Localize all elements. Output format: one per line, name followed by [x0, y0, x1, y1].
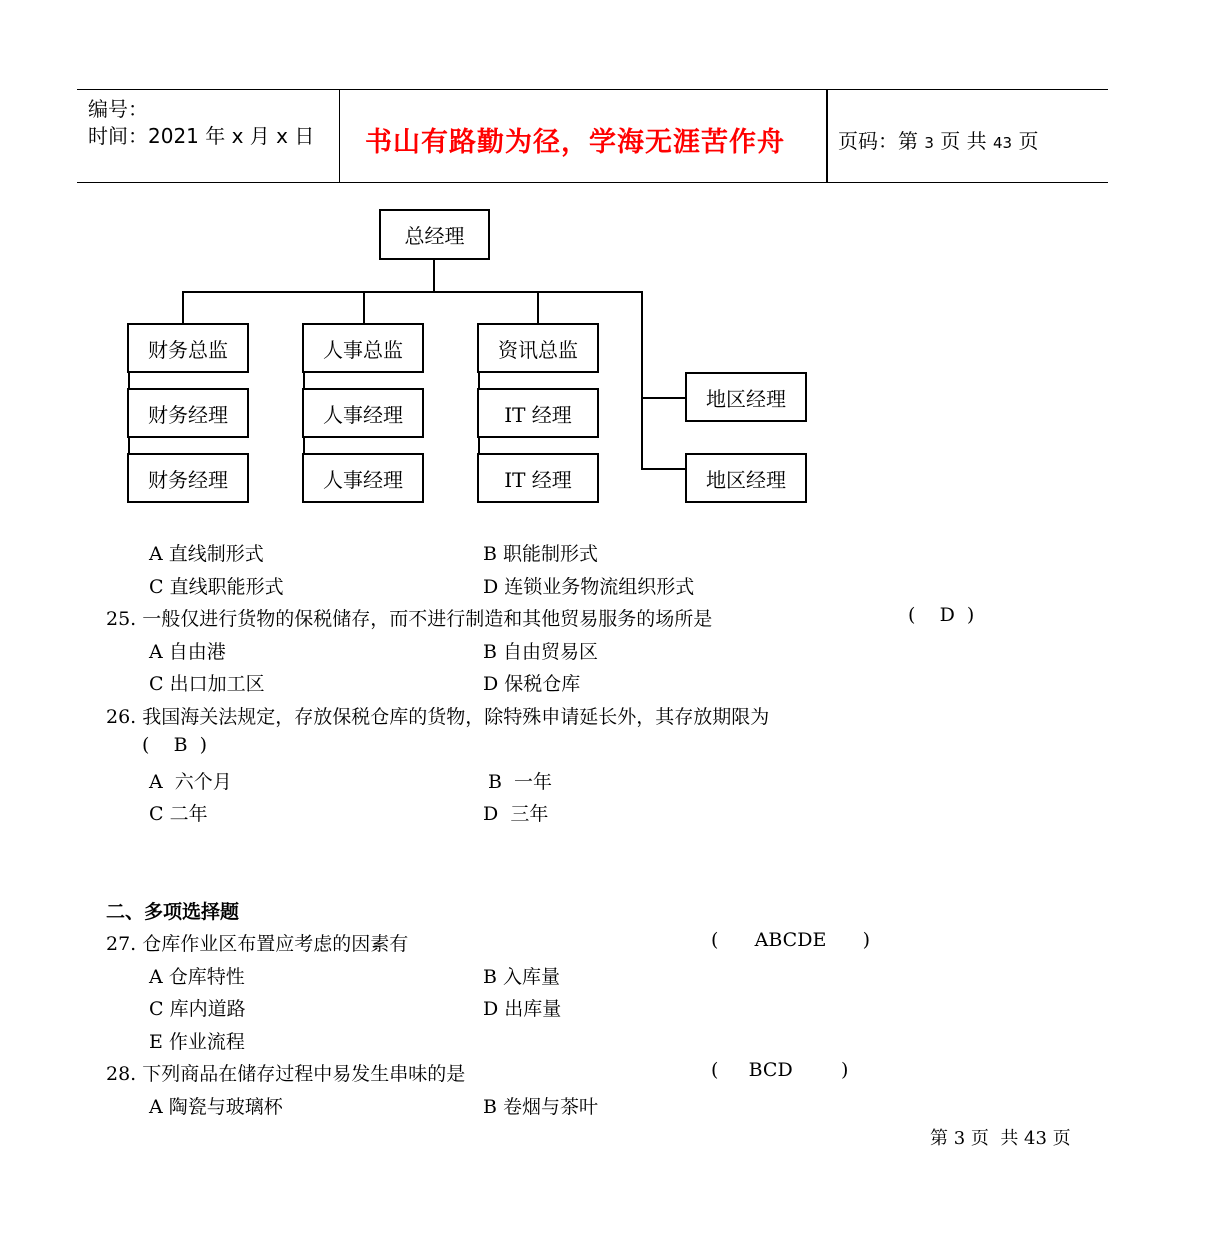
- org-box-regional-manager-2: 地区经理: [685, 453, 807, 503]
- org-line-col2-drop: [363, 291, 365, 324]
- q27-text: 27. 仓库作业区布置应考虑的因素有: [106, 933, 409, 955]
- q25-option-a: A 自由港: [149, 641, 226, 663]
- q24-option-d: D 连锁业务物流组织形式: [483, 576, 695, 598]
- q25-answer: ( D ): [908, 604, 975, 626]
- doc-time-label: 时间：2021 年 x 月 x 日: [88, 124, 315, 148]
- header-page-indicator: [838, 125, 1038, 154]
- page-prefix: 页码：第: [838, 129, 918, 153]
- q26-option-b: B 一年: [488, 771, 553, 793]
- org-box-hr-director: 人事总监: [302, 323, 424, 373]
- q28-option-a: A 陶瓷与玻璃杯: [149, 1096, 283, 1118]
- org-box-general-manager: 总经理: [379, 209, 490, 260]
- q25-text: 25. 一般仅进行货物的保税储存，而不进行制造和其他贸易服务的场所是: [106, 608, 713, 630]
- page-suffix: 页: [1018, 129, 1039, 153]
- q28-option-b: B 卷烟与茶叶: [483, 1096, 599, 1118]
- org-line-col3-drop: [537, 291, 539, 324]
- org-box-finance-director: 财务总监: [127, 323, 249, 373]
- q26-text: 26. 我国海关法规定，存放保税仓库的货物，除特殊申请延长外，其存放期限为: [106, 706, 770, 728]
- doc-number-label: 编号：: [88, 97, 148, 121]
- page-mid: 页 共: [940, 129, 987, 153]
- org-box-info-director: 资讯总监: [477, 323, 599, 373]
- q27-option-d: D 出库量: [483, 998, 562, 1020]
- page-current: 3: [924, 134, 934, 152]
- q26-answer: ( B ): [142, 734, 208, 756]
- org-line-horizontal-bus: [182, 291, 643, 293]
- org-line-regional-trunk: [641, 291, 643, 470]
- q26-option-d: D 三年: [483, 803, 549, 825]
- section-title-multiple-choice: 二、多项选择题: [106, 901, 240, 923]
- org-line-regional-branch-1: [641, 397, 686, 399]
- header-divider-right: [826, 89, 828, 183]
- q27-option-b: B 入库量: [483, 966, 561, 988]
- header-top-rule: [77, 89, 1108, 90]
- q24-option-a: A 直线制形式: [149, 543, 264, 565]
- org-box-finance-manager-2: 财务经理: [127, 453, 249, 503]
- header-slogan: 书山有路勤为径，学海无涯苦作舟: [365, 127, 785, 158]
- q27-option-e: E 作业流程: [149, 1031, 245, 1053]
- page-total: 43: [992, 134, 1013, 152]
- q25-option-b: B 自由贸易区: [483, 641, 599, 663]
- org-box-hr-manager-1: 人事经理: [302, 388, 424, 438]
- q25-option-c: C 出口加工区: [149, 673, 265, 695]
- page-footer: 第 3 页 共 43 页: [930, 1128, 1071, 1149]
- header-bottom-rule: [77, 182, 1108, 183]
- org-box-finance-manager-1: 财务经理: [127, 388, 249, 438]
- q28-answer: ( BCD ): [711, 1059, 849, 1081]
- header-divider-left: [339, 89, 340, 183]
- q27-answer: ( ABCDE ): [711, 929, 870, 951]
- q27-option-c: C 库内道路: [149, 998, 246, 1020]
- org-box-it-manager-2: IT 经理: [477, 453, 599, 503]
- org-box-hr-manager-2: 人事经理: [302, 453, 424, 503]
- org-box-it-manager-1: IT 经理: [477, 388, 599, 438]
- q26-option-c: C 二年: [149, 803, 208, 825]
- q25-option-d: D 保税仓库: [483, 673, 581, 695]
- q27-option-a: A 仓库特性: [149, 966, 245, 988]
- q24-option-b: B 职能制形式: [483, 543, 599, 565]
- q28-text: 28. 下列商品在储存过程中易发生串味的是: [106, 1063, 466, 1085]
- q24-option-c: C 直线职能形式: [149, 576, 284, 598]
- q26-option-a: A 六个月: [149, 771, 232, 793]
- org-line-col1-drop: [182, 291, 184, 324]
- org-box-regional-manager-1: 地区经理: [685, 372, 807, 422]
- org-line-top-vertical: [433, 259, 435, 292]
- org-line-regional-branch-2: [641, 468, 686, 470]
